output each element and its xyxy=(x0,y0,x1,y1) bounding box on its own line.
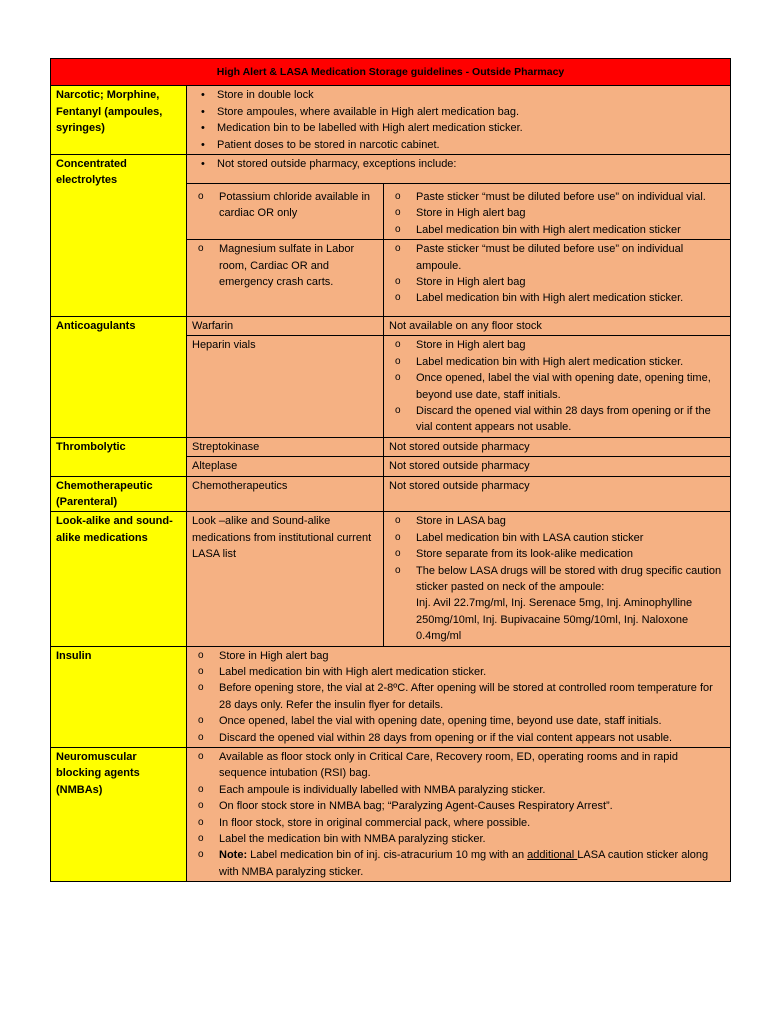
list-item: o Magnesium sulfate in Labor room, Cardiac OR and emergency crash carts. xyxy=(192,241,378,290)
category-narcotic: Narcotic; Morphine, Fentanyl (ampoules, syringes) xyxy=(51,86,187,155)
nmba-note-item xyxy=(192,847,725,880)
nmba-guidelines xyxy=(187,748,731,882)
list-item: o Each ampoule is individually labelled with NMBA paralyzing sticker. xyxy=(192,782,725,798)
list-item: o Before opening store, the vial at 2-8ºC. After opening will be stored at controlled room temperature for 28 days only. Refer the insulin flyer for details. xyxy=(192,680,725,713)
circle-list xyxy=(389,337,725,435)
streptokinase-note: Not stored outside pharmacy xyxy=(384,437,731,456)
category-insulin: Insulin xyxy=(51,646,187,747)
mg-drug-cell xyxy=(187,240,384,317)
table-row xyxy=(51,437,731,456)
list-item: o Store separate from its look-alike medication xyxy=(389,546,725,562)
kcl-guidelines xyxy=(384,184,731,240)
list-item: • Patient doses to be stored in narcotic cabinet. xyxy=(192,137,725,153)
drug-heparin: Heparin vials xyxy=(187,336,384,437)
table-row xyxy=(51,86,731,155)
title-row xyxy=(51,59,731,86)
bullet-list xyxy=(192,156,725,172)
guidelines-table xyxy=(50,58,731,882)
kcl-drug-cell xyxy=(187,184,384,240)
list-item: o Store in High alert bag xyxy=(389,337,725,353)
bullet-list xyxy=(192,87,725,153)
category-anticoagulants: Anticoagulants xyxy=(51,316,187,437)
note-underline: additional xyxy=(527,849,578,862)
list-item: o On floor stock store in NMBA bag; “Paralyzing Agent-Causes Respiratory Arrest”. xyxy=(192,798,725,814)
electrolytes-intro xyxy=(187,155,731,184)
list-item: o Store in LASA bag xyxy=(389,513,725,529)
list-item: o Potassium chloride available in cardiac OR only xyxy=(192,189,378,222)
list-item: o Label medication bin with High alert medication sticker. xyxy=(389,354,725,370)
list-item: o Store in High alert bag xyxy=(389,274,725,290)
list-item: o Store in High alert bag xyxy=(192,648,725,664)
list-item: o Label medication bin with LASA caution sticker xyxy=(389,530,725,546)
note-label: Note: xyxy=(219,849,248,862)
list-item: • Medication bin to be labelled with High alert medication sticker. xyxy=(192,120,725,136)
circle-list xyxy=(192,648,725,746)
list-item: o Label medication bin with High alert medication sticker. xyxy=(192,664,725,680)
category-chemotherapeutic: Chemotherapeutic (Parenteral) xyxy=(51,476,187,512)
drug-streptokinase: Streptokinase xyxy=(187,437,384,456)
category-lasa: Look-alike and sound-alike medications xyxy=(51,512,187,646)
list-item: o Paste sticker “must be diluted before use” on individual ampoule. xyxy=(389,241,725,274)
list-item: o Label medication bin with High alert medication sticker. xyxy=(389,290,725,306)
table-row xyxy=(51,748,731,882)
heparin-guidelines xyxy=(384,336,731,437)
mg-guidelines xyxy=(384,240,731,317)
list-item: o Discard the opened vial within 28 days from opening or if the vial content appears not usable. xyxy=(389,403,725,436)
list-item: • Not stored outside pharmacy, exceptions include: xyxy=(192,156,725,172)
drug-lasa-list: Look –alike and Sound-alike medications from institutional current LASA list xyxy=(187,512,384,646)
circle-list xyxy=(389,241,725,307)
circle-list xyxy=(192,749,725,880)
spacer xyxy=(389,307,725,315)
table-row xyxy=(51,646,731,747)
list-item: o In floor stock, store in original commercial pack, where possible. xyxy=(192,815,725,831)
list-item: o Label medication bin with High alert medication sticker xyxy=(389,222,725,238)
circle-list xyxy=(192,241,378,290)
list-item: o Store in High alert bag xyxy=(389,205,725,221)
list-item: o Once opened, label the vial with opening date, opening time, beyond use date, staff initials. xyxy=(389,370,725,403)
category-electrolytes: Concentrated electrolytes xyxy=(51,155,187,317)
list-item: • Store ampoules, where available in High alert medication bag. xyxy=(192,104,725,120)
narcotic-guidelines xyxy=(187,86,731,155)
drug-alteplase: Alteplase xyxy=(187,457,384,476)
circle-list xyxy=(389,189,725,238)
list-item: o Available as floor stock only in Critical Care, Recovery room, ED, operating rooms and in rapid sequence intubation (RSI) bag. xyxy=(192,749,725,782)
alteplase-note: Not stored outside pharmacy xyxy=(384,457,731,476)
circle-list xyxy=(389,513,725,595)
list-item: o The below LASA drugs will be stored with drug specific caution sticker pasted on neck of the ampoule: xyxy=(389,563,725,596)
circle-list xyxy=(192,189,378,222)
note-text: Label medication bin of inj. cis-atracurium 10 mg with an xyxy=(247,849,528,862)
table-row xyxy=(51,155,731,184)
chemotherapeutics-note: Not stored outside pharmacy xyxy=(384,476,731,512)
list-item: o Discard the opened vial within 28 days from opening or if the vial content appears not usable. xyxy=(192,730,725,746)
table-row xyxy=(51,476,731,512)
category-nmba: Neuromuscular blocking agents (NMBAs) xyxy=(51,748,187,882)
table-row xyxy=(51,316,731,335)
document-title: High Alert & LASA Medication Storage guidelines - Outside Pharmacy xyxy=(51,59,731,86)
lasa-drug-list: Inj. Avil 22.7mg/ml, Inj. Serenace 5mg, Inj. Aminophylline 250mg/10ml, Inj. Bupivacaine 50mg/10ml, Inj. Naloxone 0.4mg/ml xyxy=(416,597,693,643)
drug-warfarin: Warfarin xyxy=(187,316,384,335)
lasa-guidelines xyxy=(384,512,731,646)
note-text: LASA caution sticker along with NMBA paralyzing sticker. xyxy=(219,849,709,878)
list-item: o Once opened, label the vial with opening date, opening time, beyond use date, staff initials. xyxy=(192,713,725,729)
list-item: o Label the medication bin with NMBA paralyzing sticker. xyxy=(192,831,725,847)
insulin-guidelines xyxy=(187,646,731,747)
category-thrombolytic: Thrombolytic xyxy=(51,437,187,476)
list-item: o Paste sticker “must be diluted before use” on individual vial. xyxy=(389,189,725,205)
storage-guidelines-document xyxy=(50,58,730,882)
warfarin-note: Not available on any floor stock xyxy=(384,316,731,335)
list-item: • Store in double lock xyxy=(192,87,725,103)
table-row xyxy=(51,512,731,646)
drug-chemotherapeutics: Chemotherapeutics xyxy=(187,476,384,512)
